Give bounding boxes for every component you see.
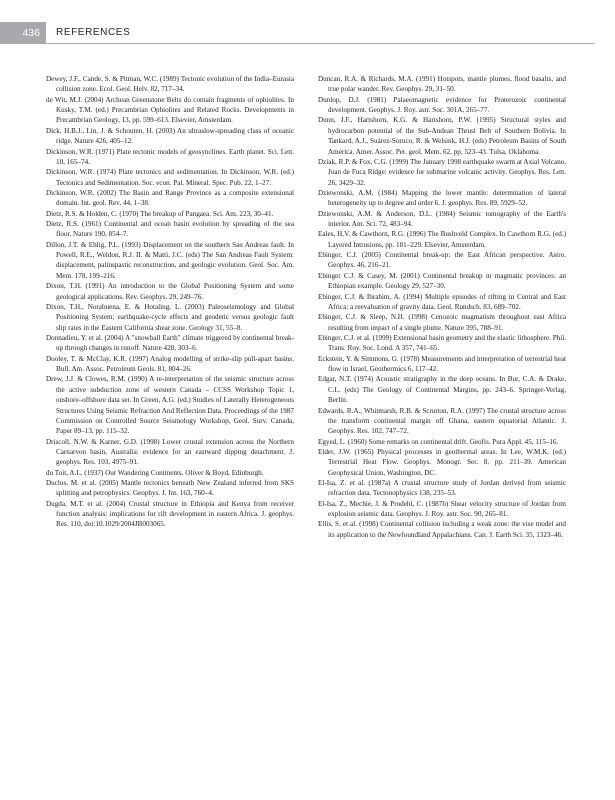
reference-entry: Edwards, R.A., Whitmarsh, R.B. & Scrutton, R.A. (1997) The crustal structure across the transform continental margin off Ghana, eastern equatorial Atlantic. J. Geophys. Res. 102, 747–72.	[318, 406, 566, 436]
reference-entry: Drew, J.J. & Clowes, R.M. (1990) A re-interpretation of the seismic structure across the active subduction zone of western Canada – CCSS Workshop Topic 1, onshore–offshore data set. In Green, A.G. (ed.) Studies of Laterally Heterogeneous Structures Using Seismic Refraction And Reflection Data. Proceedings of the 1987 Commission on Controlled Source Seismology Workshop, Geol. Surv. Canada, Paper 89–13, pp. 115–32.	[46, 375, 294, 436]
page-number: 436	[0, 22, 46, 44]
reference-entry: Dickinson, W.R. (1971) Plate tectonic models of geosynclines. Earth planet. Sci. Lett. 10, 165–74.	[46, 147, 294, 166]
reference-entry: Dixon, T.H., Norabuena, E. & Hotaling, L. (2003) Paleoseismology and Global Positioning System; earthquake-cycle effects and geodetic versus geologic fault slip rates in the Eastern California shear zone. Geology 31, 55–8.	[46, 302, 294, 332]
reference-entry: Dillon, J.T. & Ehlig, P.L. (1993) Displacement on the southern San Andreas fault. In Powell, R.E., Weldon, R.J. II. & Matti, J.C. (eds) The San Andreas Fault System: displacement, palinspastic reconstruction, and geologic evolution. Geol. Soc. Am. Mem. 178, 199–216.	[46, 240, 294, 280]
reference-entry: Ebinger, C.J. et al. (1999) Extensional basin geometry and the elastic lithosphere. Phil. Trans. Roy. Soc. Lond. A 357, 741–65.	[318, 333, 566, 353]
reference-entry: El-Isa, Z. et al. (1987a) A crustal structure study of Jordan derived from seismic refraction data. Tectonophysics 138, 235–53.	[318, 479, 566, 498]
reference-entry: El-Isa, Z., Mechie, J. & Prodehl, C. (1987b) Shear velocity structure of Jordan from explosion seismic data. Geophys. J. Roy. astr. Soc. 90, 265–81.	[318, 499, 566, 519]
page-header	[0, 22, 615, 44]
reference-entry: Dziak, R.P. & Fox, C.G. (1999) The January 1998 earthquake swarm at Axial Volcano, Juan de Fuca Ridge: evidence for submarine volcanic activity. Geophys. Res. Lett. 26, 3429–32.	[318, 157, 566, 187]
reference-entry: du Toit, A.L. (1937) Our Wandering Continents. Oliver & Boyd, Edinburgh.	[46, 468, 264, 477]
reference-entry: Dietz, R.S. & Holden, C. (1970) The breakup of Pangaea. Sci. Am. 223, 30–41.	[46, 209, 274, 218]
reference-entry: Dunn, J.F., Hartshorn, K.G. & Hartshorn, P.W. (1995) Structural styles and hydrocarbon potential of the Sub-Andean Thrust Belt of Southern Bolivia. In Tankard, A.J., Suárez-Soruco, R. & Welsink, H.J. (eds) Petroleum Basins of South America. Amer. Assoc. Pet. geol. Mem. 62, pp. 523–43. Tulsa, Oklahoma.	[318, 116, 566, 156]
reference-entry: Dziewonski, A.M. & Anderson, D.L. (1984) Seismic tomography of the Earth's interior. Am. Sci. 72, 483–94.	[318, 209, 566, 229]
running-head: REFERENCES	[56, 27, 131, 38]
reference-entry: Dugda, M.T. et al. (2004) Crustal structure in Ethiopia and Kenya from receiver function analysis: implications for rift development in eastern Africa. J. geophys. Res. 110, doi:10.1029/2004JB003065.	[46, 499, 294, 529]
reference-entry: Dixon, T.H. (1991) An introduction to the Global Positioning System and some geological applications. Rev. Geophys. 29, 249–76.	[46, 282, 294, 301]
reference-entry: Elder, J.W. (1965) Physical processes in geothermal areas. In Lee, W.M.K. (ed.) Terrestrial Heat Flow. Geophys. Monogr. Ser. 8, pp. 211–39. American Geophysical Union, Washington, DC.	[318, 447, 566, 477]
reference-entry: Ebinger, C.J. & Ibrahim, A. (1994) Multiple episodes of rifting in Central and East Africa: a reevaluation of gravity data. Geol. Rundsch. 83, 689–702.	[318, 292, 566, 311]
reference-entry: Driscoll, N.W. & Karner, G.D. (1998) Lower crustal extension across the Northern Carnarvon basin, Australia: evidence for an eastward dipping detachment. J. geophys. Res. 103, 4975–91.	[46, 437, 294, 467]
reference-entry: Ebinger, C.J. & Sleep, N.H. (1998) Cenozoic magmatism throughout east Africa resulting from impact of a single plume. Nature 395, 788–91.	[318, 313, 566, 332]
reference-entry: Egyed, L. (1960) Some remarks on continental drift. Geofis. Pura Appl. 45, 115–16.	[318, 437, 559, 446]
reference-entry: Ebinger C.J. & Casey, M. (2001) Continental breakup in magmatic provinces: an Ethiopian example. Geology 29, 527–30.	[318, 271, 566, 291]
reference-entry: de Wit, M.J. (2004) Archean Greenstone Belts do contain fragments of ophiolites. In Kusky, T.M. (ed.) Precambrian Ophiolites and Related Rocks. Developments in Precambrian Geology, 13, pp. 599–613. Elsevier, Amsterdam.	[46, 95, 294, 125]
reference-entry: Edgar, N.T. (1974) Acoustic stratigraphy in the deep oceans. In Bur, C.A. & Drake, C.L. (eds) The Geology of Continental Margins, pp. 243–6. Springer-Verlag, Berlin.	[318, 375, 566, 405]
reference-entry: Dunlop, D.J. (1981) Palaeomagnetic evidence for Proterozoic continental development. Geophys. J. Roy. astr. Soc. 301A, 265–77.	[318, 95, 566, 115]
reference-entry: Eales, H.V. & Cawthorn, R.G. (1996) The Bushveld Complex. In Cawthorn R.G. (ed.) Layered Intrusions, pp. 181–229. Elsevier, Amsterdam.	[318, 230, 566, 249]
reference-entry: Duncan, R.A. & Richards, M.A. (1991) Hotspots, mantle plumes, flood basalts, and true polar wander. Rev. Geophys. 29, 31–50.	[318, 75, 566, 94]
reference-entry: Ellis, S. et al. (1998) Continental collision including a weak zone: the vise model and its application to the Newfoundland Appalachians. Can. J. Earth Sci. 35, 1323–46.	[318, 520, 566, 539]
header-rule	[46, 43, 595, 44]
reference-column-right	[318, 74, 566, 540]
reference-entry: Dietz, R.S. (1961) Continental and ocean basin evolution by spreading of the sea floor. Nature 190, 854–7.	[46, 220, 294, 239]
reference-entry: Eckstein, Y. & Simmons, G. (1978) Measurements and interpretation of terrestrial heat flow in Israel, Geothermics 6, 117–42.	[318, 354, 566, 374]
reference-column-left	[46, 74, 294, 530]
reference-entry: Dziewonski, A.M. (1984) Mapping the lower mantle: determination of lateral heterogeneity up to degree and order 6. J. geophys. Res. 89, 5929–52.	[318, 188, 566, 208]
reference-entry: Duclos, M. et al. (2005) Mantle tectonics beneath New Zealand inferred from SKS splitting and petrophysics. Geophys. J. Int. 163, 760–4.	[46, 479, 294, 498]
reference-entry: Dick, H.B.J., Lin, J. & Schouten, H. (2003) An ultraslow-spreading class of oceanic ridge. Nature 426, 405–12.	[46, 126, 294, 146]
reference-entry: Ebinger, C.J. (2005) Continental break-up: the East African perspective. Astro. Geophys. 46, 216–21.	[318, 251, 566, 270]
reference-entry: Dewey, J.F., Cande, S. & Pitman, W.C. (1989) Tectonic evolution of the India–Eurasia collision zone. Ecol. Geol. Helv. 82, 717–34.	[46, 75, 294, 94]
reference-entry: Dooley, T. & McClay, K.R. (1997) Analog modelling of strike-slip pull-apart basins. Bull. Am. Assoc. Petroleum Geols. 81, 804–26.	[46, 354, 294, 374]
reference-entry: Dickinson, W.R. (2002) The Basin and Range Province as a composite extensional domain. Int. geol. Rev. 44, 1–38.	[46, 188, 294, 208]
reference-entry: Donnadieu, Y. et al. (2004) A "snowball Earth" climate triggered by continental break-up through changes in runoff. Nature 428, 303–6.	[46, 333, 294, 353]
reference-entry: Dickinson, W.R. (1974) Plate tectonics and sedimentation. In Dickinson, W.R. (ed.) Tectonics and Sedimentation. Soc. econ. Pal. Mineral. Spec. Pub. 22, 1–27.	[46, 168, 294, 187]
